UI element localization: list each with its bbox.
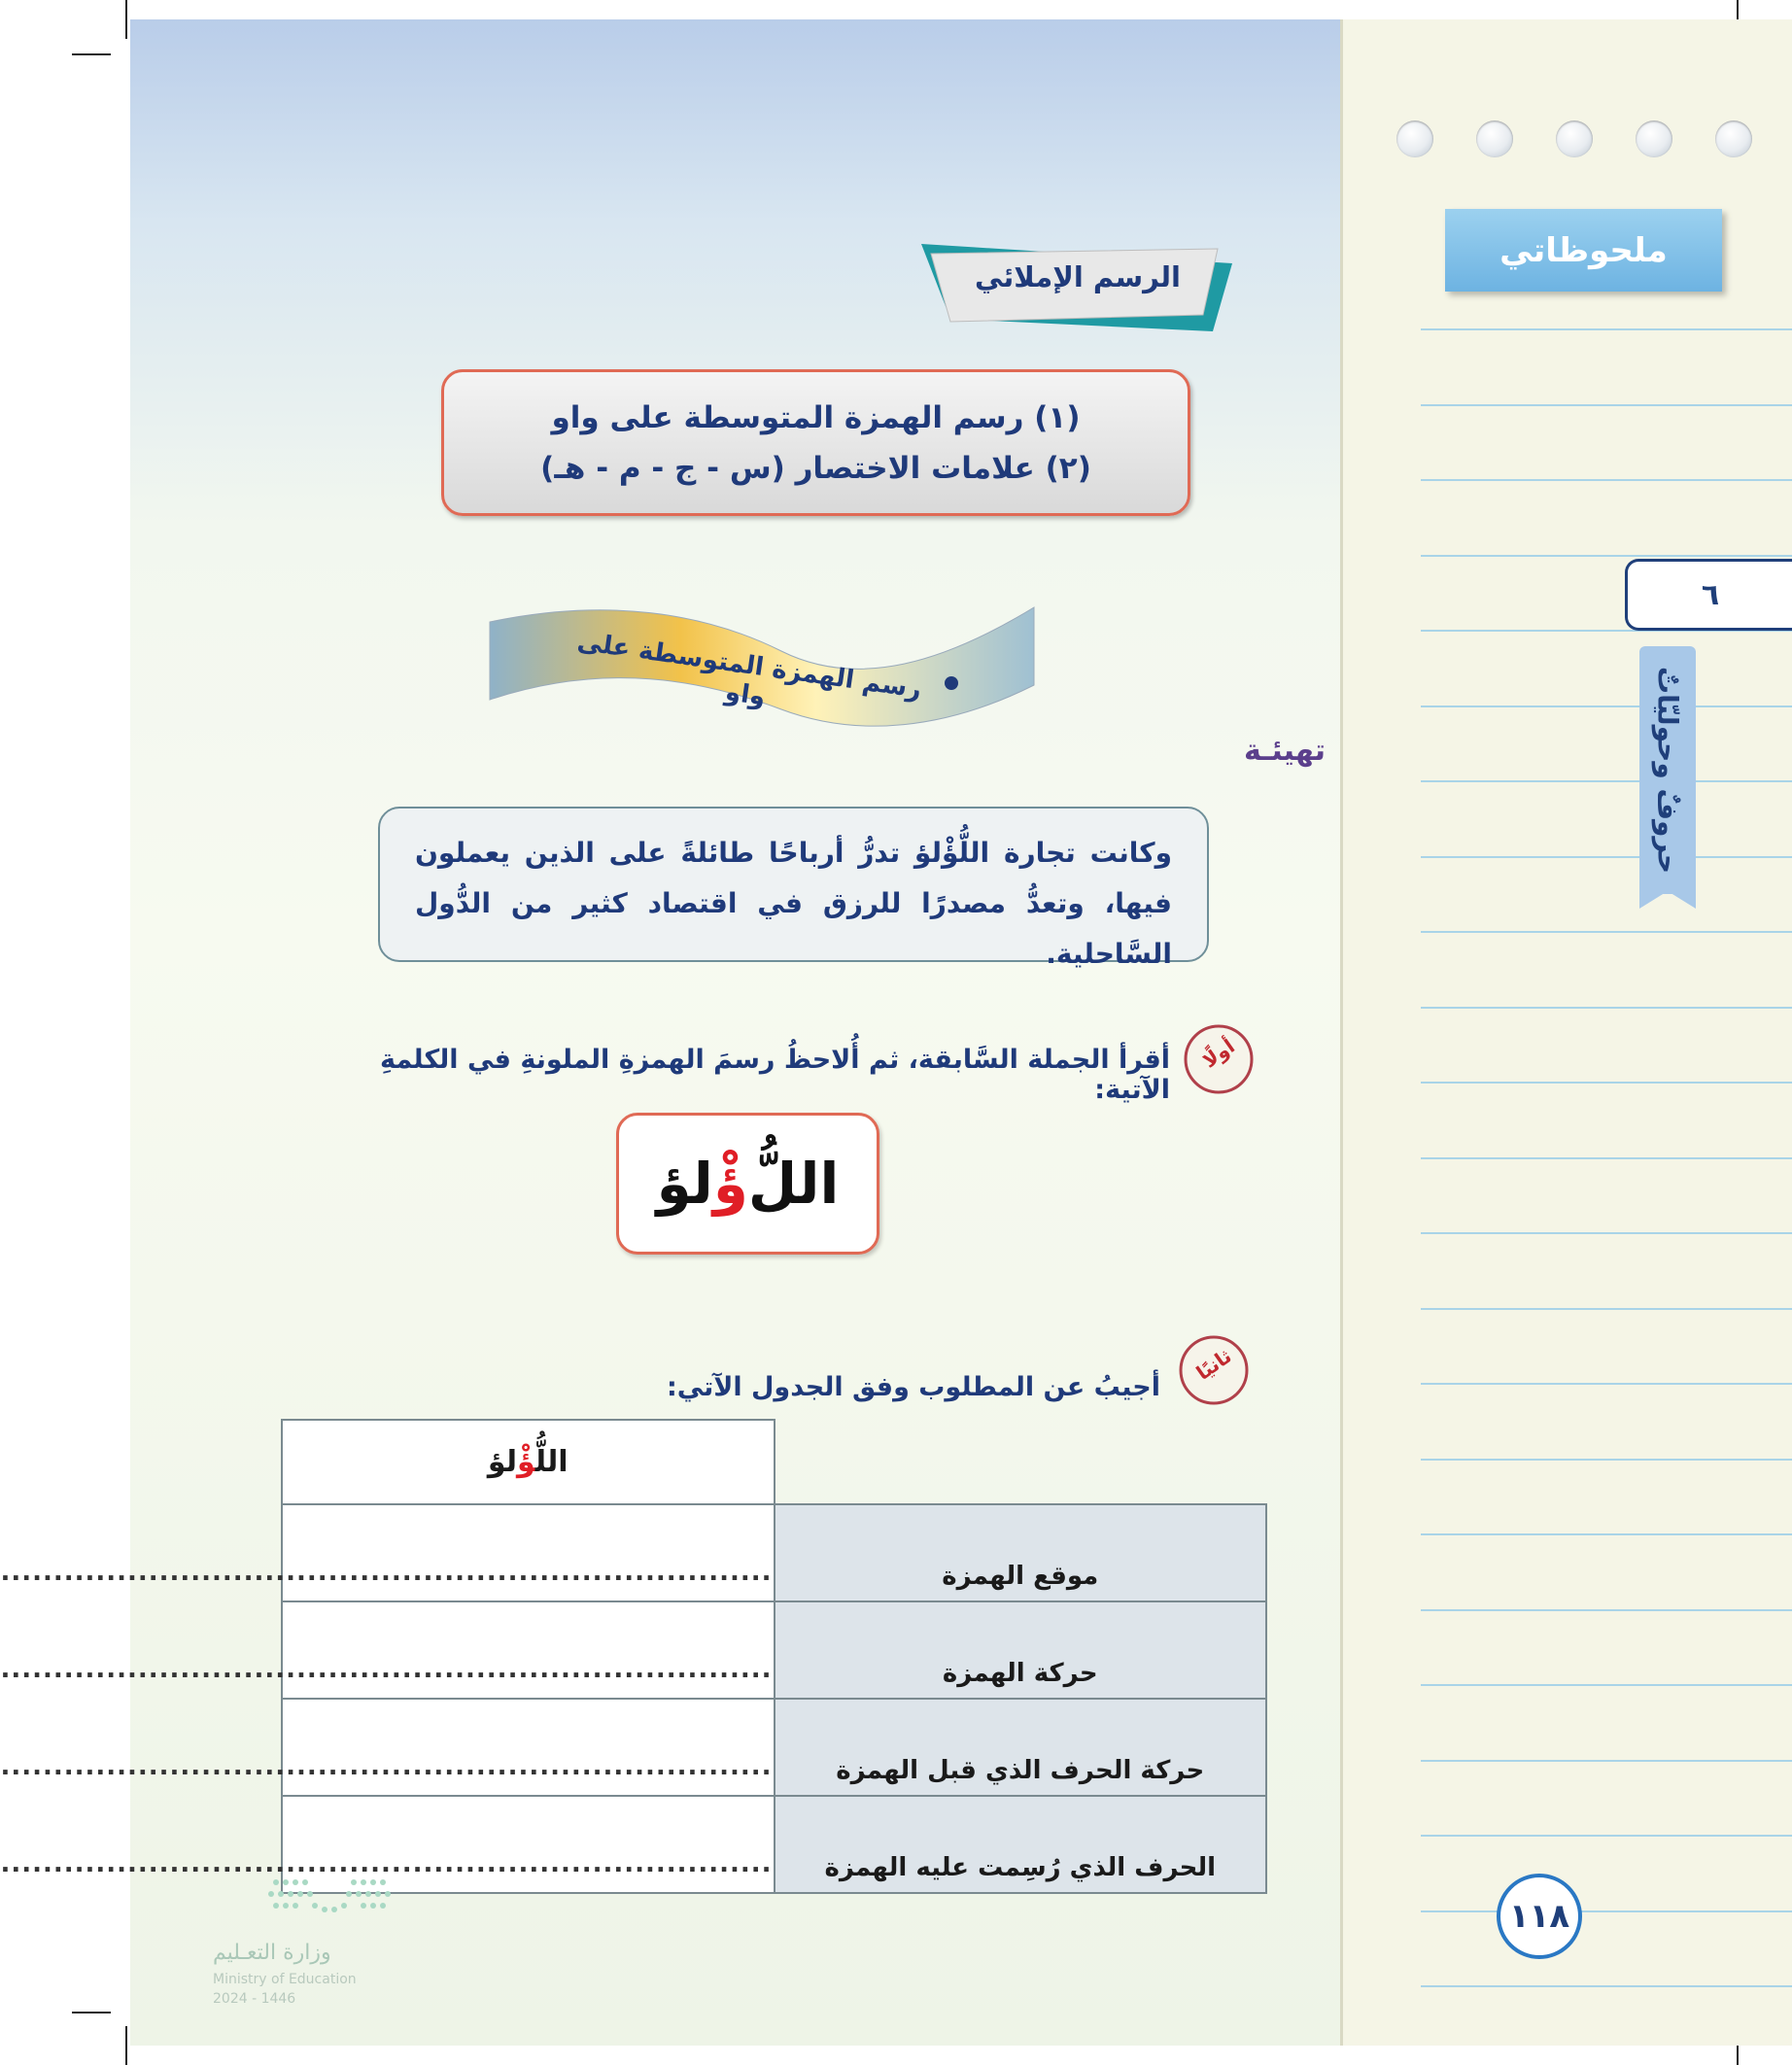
reading-passage: وكانت تجارة اللُّؤْلؤ تدرُّ أرباحًا طائلةً على الذين يعملون فيها، وتعدُّ مصدرًا للرزق في اقتصاد كثير من الدُّول السَّاحلية. [378, 807, 1209, 962]
edition-year: 2024 - 1446 [213, 1991, 296, 2007]
note-line [1421, 1007, 1792, 1009]
note-line [1421, 706, 1792, 707]
topic-item: (٢) علامات الاختصار (س - ج - م - هـ) [540, 450, 1091, 486]
analysis-table [0, 1419, 1267, 1894]
table-corner [775, 1420, 1267, 1504]
hamza-highlight: ؤْ [516, 1445, 535, 1479]
binder-hole [1476, 120, 1513, 157]
word-part: اللُّ [747, 1151, 840, 1217]
notes-title: ملحوظاتي [1445, 209, 1722, 292]
word-part: لؤ [487, 1445, 517, 1479]
warmup-heading: تهيئـة [1243, 734, 1326, 768]
note-line [1421, 1157, 1792, 1159]
step-one-instruction: أقرأ الجملة السَّابقة، ثم أُلاحظُ رسمَ الهمزةِ الملونةِ في الكلمةِ الآتية: [379, 1045, 1170, 1105]
lesson-page [0, 19, 1340, 2046]
note-line [1421, 328, 1792, 330]
note-line [1421, 479, 1792, 481]
crop-mark [72, 2012, 111, 2013]
word-part: لؤ [656, 1151, 713, 1217]
step-two-label: ثانيًا [1191, 1344, 1236, 1385]
table-header-word [282, 1420, 775, 1504]
row-label: حركة الحرف الذي قبل الهمزة [775, 1699, 1267, 1796]
table-row [282, 1601, 1266, 1699]
step-one-label: أولًا [1198, 1034, 1239, 1073]
row-label: حركة الهمزة [775, 1601, 1267, 1699]
note-line [1421, 1684, 1792, 1686]
crop-mark [125, 2026, 127, 2065]
note-line [1421, 555, 1792, 557]
ministry-logo [213, 1871, 407, 2016]
binder-hole [1556, 120, 1593, 157]
answer-field[interactable]: ......................................................................... [282, 1796, 775, 1893]
answer-field[interactable]: ......................................................................... [282, 1504, 775, 1601]
row-label: موقع الهمزة [775, 1504, 1267, 1601]
table-row [282, 1796, 1266, 1893]
table-header-row [282, 1420, 1266, 1504]
table-row [282, 1699, 1266, 1796]
note-line [1421, 1383, 1792, 1385]
answer-field[interactable]: ......................................................................... [282, 1601, 775, 1699]
section-title: الرسم الإملائي [975, 260, 1181, 293]
note-line [1421, 1609, 1792, 1611]
crop-mark [125, 0, 127, 39]
note-line [1421, 1910, 1792, 1912]
unit-title-tail [1639, 891, 1696, 909]
answer-field[interactable]: ......................................................................... [282, 1699, 775, 1796]
ministry-name-ar: وزارة التعـليم [213, 1941, 331, 1965]
binder-hole [1636, 120, 1672, 157]
ribbon-title: رسم الهمزة المتوسطة على واو [575, 627, 924, 712]
notes-panel [1340, 19, 1792, 2046]
note-line [1421, 780, 1792, 782]
note-line [1421, 1985, 1792, 1987]
page-number: ١١٨ [1497, 1874, 1582, 1959]
note-line [1421, 1459, 1792, 1461]
word-part: اللُّ [534, 1445, 569, 1479]
note-line [1421, 1760, 1792, 1762]
crop-mark [72, 53, 111, 55]
note-line [1421, 1308, 1792, 1310]
unit-number: ٦ [1625, 559, 1792, 631]
step-two-instruction: أجيبُ عن المطلوب وفق الجدول الآتي: [666, 1372, 1160, 1402]
lesson-topics-box [441, 369, 1190, 516]
unit-title: حروفٌ وحوليّاتٌ [1639, 646, 1696, 894]
ministry-logo-dots-icon [257, 1871, 412, 1929]
note-line [1421, 931, 1792, 933]
binder-hole [1715, 120, 1752, 157]
binder-hole [1396, 120, 1433, 157]
note-line [1421, 1232, 1792, 1234]
note-line [1421, 1835, 1792, 1837]
note-line [1421, 404, 1792, 406]
hamza-highlight: ؤْ [712, 1151, 748, 1217]
highlighted-word-box [616, 1113, 879, 1255]
topic-item: (١) رسم الهمزة المتوسطة على واو [551, 399, 1081, 435]
ribbon-bullet [945, 676, 958, 690]
note-line [1421, 1533, 1792, 1535]
row-label: الحرف الذي رُسِمت عليه الهمزة [775, 1796, 1267, 1893]
note-line [1421, 1082, 1792, 1084]
ministry-name-en: Ministry of Education [213, 1972, 357, 1987]
note-line [1421, 856, 1792, 858]
table-row [282, 1504, 1266, 1601]
